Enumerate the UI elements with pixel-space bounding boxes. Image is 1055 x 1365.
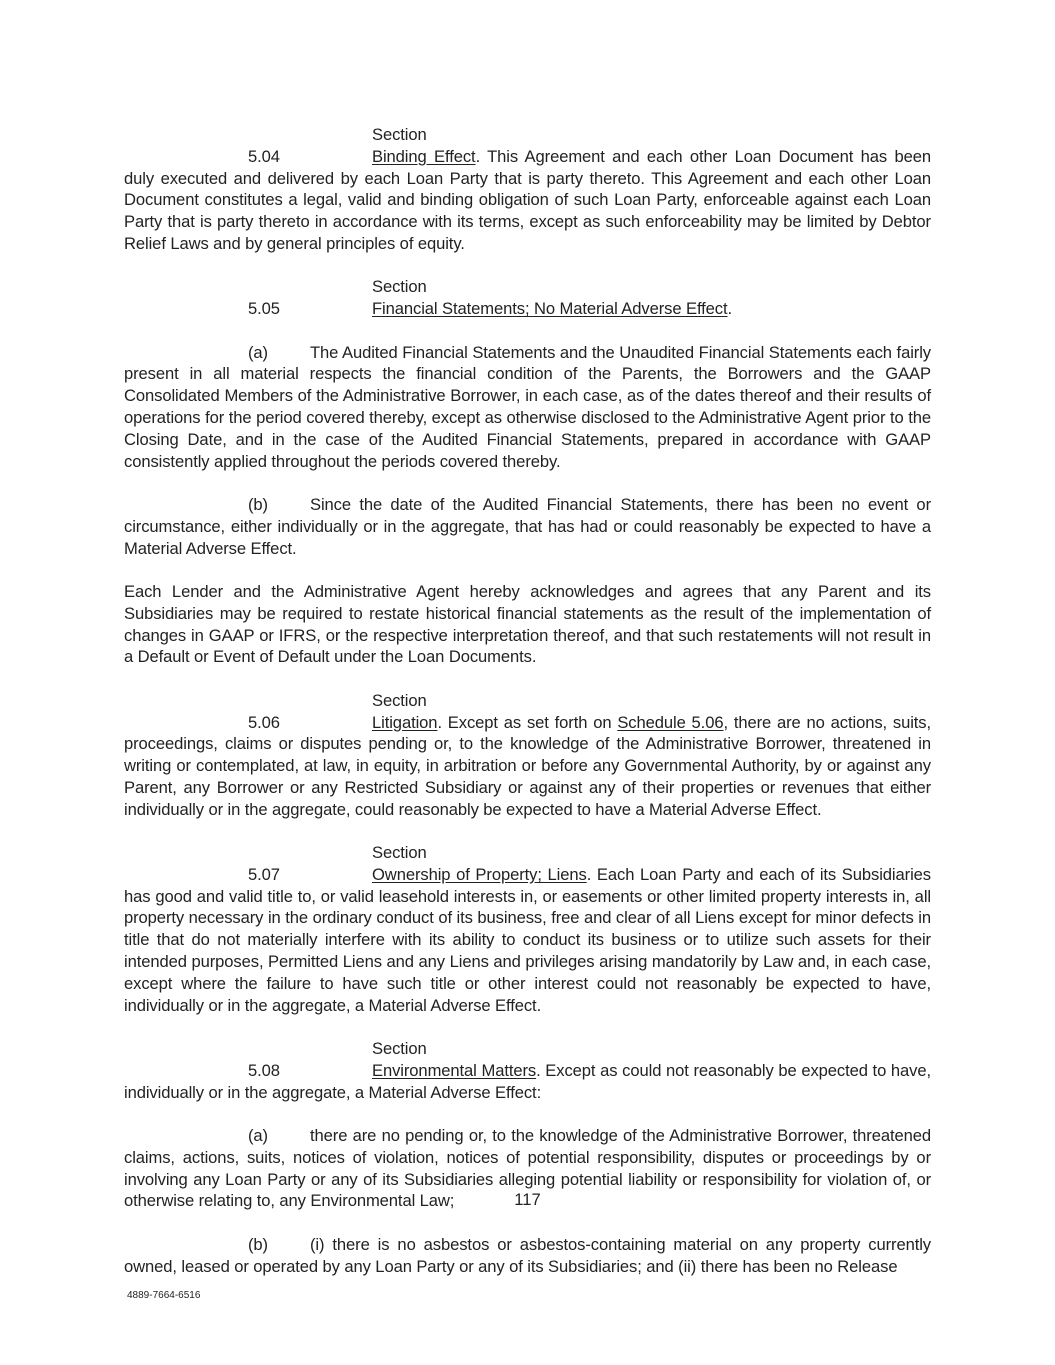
section-title-trail: . (727, 299, 733, 319)
section-body-lead: . Except as set forth on (437, 712, 618, 732)
section-body: , there are no actions, suits, proceedings, claims or disputes pending or, to the knowledge of the Administrative Borrower, threatened in writing or contemplated, at law, in equity, in arbitration or before any Governmental Authority, by or against any Parent, any Borrower or any Restricted Subsidiary or against any of their properties or revenues that either individually or in the aggregate, could reasonably be expected to have a Material Adverse Effect. (124, 712, 932, 819)
document-id: 4889-7664-6516 (127, 1290, 201, 1301)
section-title: Binding Effect (372, 146, 476, 166)
section-body: . Each Loan Party and each of its Subsidiaries has good and valid title to, or valid leasehold interests in, or easements or other limited property interests in, all property necessary in the ordinary conduct of its business, free and clear of all Liens except for minor defects in title that do not materially interfere with its ability to conduct its business or to utilize such assets for their intended purposes, Permitted Liens and any Liens and privileges arising mandatorily by Law and, in each case, except where the failure to have such title or other interest could not reasonably be expected to have, individually or in the aggregate, a Material Adverse Effect. (124, 864, 931, 1015)
section-5-07 (124, 842, 931, 1016)
section-5-04 (124, 124, 931, 255)
section-number: Section 5.07 (248, 843, 427, 884)
page-body (124, 124, 931, 1277)
clause-label: (a) (248, 342, 268, 362)
clause-label: (b) (248, 494, 268, 514)
section-body: . This Agreement and each other Loan Document has been duly executed and delivered by each Loan Party that is party thereto. This Agreement and each other Loan Document constitutes a legal, valid and binding obligation of such Loan Party, enforceable against each Loan Party that is party thereto in accordance with its terms, except as such enforceability may be limited by Debtor Relief Laws and by general principles of equity. (124, 146, 931, 253)
section-5-06 (124, 690, 931, 821)
clause-text: Since the date of the Audited Financial Statements, there has been no event or circumstance, either individually or in the aggregate, that has had or could reasonably be expected to have a Material Adverse Effect. (124, 494, 931, 558)
section-number: Section 5.08 (248, 1039, 427, 1080)
section-5-05-a (124, 342, 931, 473)
section-title: Ownership of Property; Liens (372, 864, 587, 884)
section-5-05-closing: Each Lender and the Administrative Agent hereby acknowledges and agrees that any Parent and its Subsidiaries may be required to restate historical financial statements as the result of the implementation of changes in GAAP or IFRS, or the respective interpretation thereof, and that such restatements will not result in a Default or Event of Default under the Loan Documents. (124, 581, 931, 667)
section-number: Section 5.06 (248, 690, 427, 732)
clause-label: (b) (248, 1234, 268, 1254)
section-number: Section 5.05 (248, 277, 427, 319)
schedule-reference: Schedule 5.06 (617, 712, 724, 732)
section-title: Environmental Matters (372, 1060, 537, 1080)
clause-label: (a) (248, 1126, 268, 1146)
clause-text: The Audited Financial Statements and the Unaudited Financial Statements each fairly present in all material respects the financial condition of the Parents, the Borrowers and the GAAP Consolidated Members of the Administrative Borrower, in each case, as of the dates thereof and their results of operations for the period covered thereby, except as otherwise disclosed to the Administrative Agent prior to the Closing Date, and in the case of the Audited Financial Statements, prepared in accordance with GAAP consistently applied throughout the periods covered thereby. (124, 342, 931, 471)
section-title: Litigation (372, 712, 438, 732)
section-body: . Except as could not reasonably be expected to have, individually or in the aggregate, a Material Adverse Effect: (124, 1060, 931, 1102)
section-5-05 (124, 276, 931, 320)
clause-text: (i) there is no asbestos or asbestos-containing material on any property currently owned, leased or operated by any Loan Party or any of its Subsidiaries; and (ii) there has been no Release (124, 1234, 931, 1276)
page-number: 117 (514, 1190, 541, 1209)
section-5-08-b (124, 1234, 931, 1278)
section-number: Section 5.04 (248, 125, 427, 166)
section-5-08 (124, 1038, 931, 1103)
section-5-05-b (124, 494, 931, 559)
section-title: Financial Statements; No Material Adverse Effect (372, 299, 728, 319)
clause-text: there are no pending or, to the knowledge of the Administrative Borrower, threatened claims, actions, suits, notices of violation, notices of potential responsibility, disputes or proceedings by or involving any Loan Party or any of its Subsidiaries alleging potential liability or responsibility for violation of, or otherwise relating to, any Environmental Law; (124, 1126, 931, 1211)
